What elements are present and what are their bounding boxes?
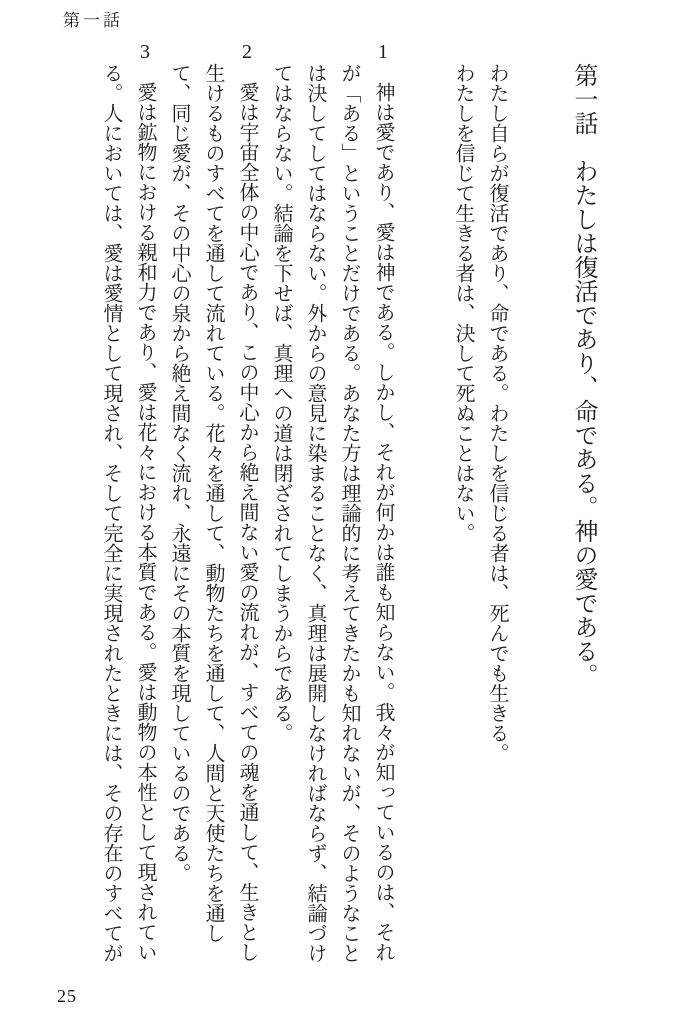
running-header: 第一話: [63, 11, 123, 30]
section-2-opening: [230, 42, 264, 968]
section-3-line-1: 愛は鉱物における親和力であり、愛は花々における本質である。愛は動物の本性として現されてい: [134, 82, 156, 962]
section-2-number: 2: [242, 42, 252, 62]
section-1-number: 1: [378, 42, 388, 62]
section-2-line-3: て、同じ愛が、その中心の泉から絶え間なく流れ、永遠にその本質を現しているのである。: [168, 63, 190, 883]
section-3-line-2: る。人においては、愛は愛情として現され、そして完全に実現されたときには、その存在のすべてが: [100, 63, 122, 963]
section-1-opening: [366, 42, 400, 968]
intro-line-1: わたし自らが復活であり、命である。わたしを信じる者は、死んでも生きる。: [486, 63, 508, 763]
section-2-line-2: 生けるものすべてを通して流れている。花々を通して、動物たちを通して、人間と天使たちを通し: [202, 63, 224, 943]
page-number: 25: [57, 986, 77, 1006]
section-1-line-1: 神は愛であり、愛は神である。しかし、それが何かは誰も知らない。我々が知っているのは、それ: [372, 82, 394, 962]
chapter-title: 第一話 わたしは復活であり、命である。神の愛である。: [570, 63, 596, 687]
intro-line-2: わたしを信じて生きる者は、決して死ぬことはない。: [452, 63, 474, 543]
section-1-line-4: てはならない。結論を下せば、真理への道は閉ざされてしまうからである。: [270, 63, 292, 743]
section-1-line-3: は決してしてはならない。外からの意見に染まることなく、真理は展開しなければならず、結論づけ: [304, 63, 326, 963]
page-body: [94, 42, 606, 968]
section-1-line-2: が「ある」ということだけである。あなた方は理論的に考えてきたかも知れないが、そのようなこと: [338, 63, 360, 963]
section-3-number: 3: [140, 42, 150, 62]
section-3-opening: [128, 42, 162, 968]
section-2-line-1: 愛は宇宙全体の中心であり、この中心から絶え間ない愛の流れが、すべての魂を通して、生きとし: [236, 82, 258, 962]
